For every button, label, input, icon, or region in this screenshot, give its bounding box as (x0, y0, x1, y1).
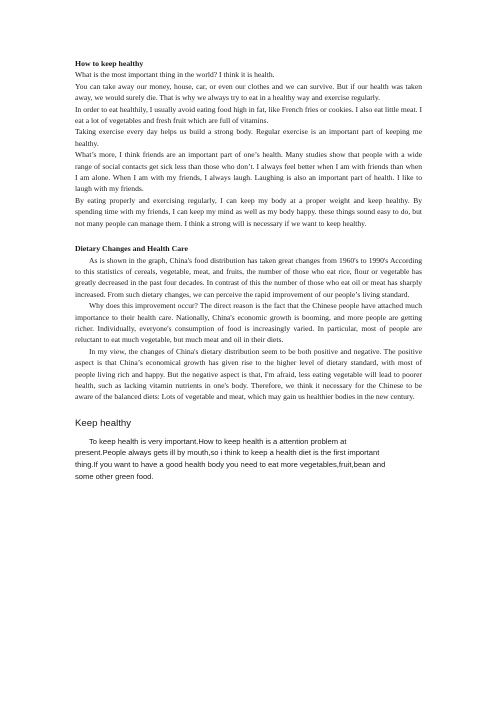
section-keep-healthy (75, 417, 422, 482)
section-how-to-keep-healthy (75, 58, 422, 229)
document-page (75, 58, 422, 482)
paragraph: What’s more, I think friends are an important part of one’s health. Many studies show that people with a wide range of social contacts get sick less than those who don’t. I always feel better when I am with friends than when I am alone. When I am with my friends, I always laugh. Laughing is also an important part of health. I like to laugh with my friends. (75, 150, 422, 194)
paragraph: Why does this improvement occur? The direct reason is the fact that the Chinese people have attached much importance to their health care. Nationally, China's economic growth is booming, and more people are getting richer. Individually, everyone's consumption of food is increasingly varied. In particular, most of people are reluctant to eat much vegetable, but much meat and oil in their diets. (75, 301, 422, 345)
section-title: Dietary Changes and Health Care (75, 244, 188, 254)
section-title: Keep healthy (75, 417, 132, 429)
section-dietary-changes (75, 243, 422, 403)
paragraph: As is shown in the graph, China's food distribution has taken great changes from 1960's to 1990's According to this statistics of cereals, vegetable, meat, and fruits, the number of those who eat rice, flour or vegetable has greatly decreased in the past four decades. In contrast of this the number of those who eat oil or meat has sharply increased. From such dietary changes, we can perceive the rapid improvement of our people’s living standard. (75, 255, 422, 299)
paragraph: You can take away our money, house, car, or even our clothes and we can survive. But if our health was taken away, we would surely die. That is why we always try to eat in a healthy way and exercise regularly. (75, 81, 422, 103)
section-title: How to keep healthy (75, 59, 144, 68)
paragraph: By eating properly and exercising regularly, I can keep my body at a proper weight and keep healthy. By spending time with my friends, I can keep my mind as well as my body happy. these things sound easy to do, but not many people can manage them. I think a strong will is necessary if we want to keep healthy. (75, 195, 422, 228)
paragraph: In my view, the changes of China's dietary distribution seem to be both positive and negative. The positive aspect is that China’s economical growth has given rise to the higher level of dietary standard, with most of people living rich and happy. But the negative aspect is that, I'm afraid, less eating vegetable will lead to poorer health, such as lacking vitamin nutrients in one's body. Therefore, we think it necessary for the Chinese to be aware of the balanced diets: Lots of vegetable and meat, which may gain us healthier bodies in the new century. (75, 346, 422, 402)
section-spacer (75, 229, 422, 243)
paragraph: Taking exercise every day helps us build a strong body. Regular exercise is an important part of keeping me healthy. (75, 127, 422, 148)
paragraph: To keep health is very important.How to keep health is a attention problem at present.People always gets ill by mouth,so i think to keep a health diet is the first important thing.If you want to have a good health body you need to eat more vegetables,fruit,bean and some other green food. (75, 436, 386, 481)
paragraph: In order to eat healthily, I usually avoid eating food high in fat, like French fries or cookies. I also eat little meat. I eat a lot of vegetables and fresh fruit which are full of vitamins. (75, 104, 422, 126)
paragraph: What is the most important thing in the world? I think it is health. (75, 70, 275, 80)
